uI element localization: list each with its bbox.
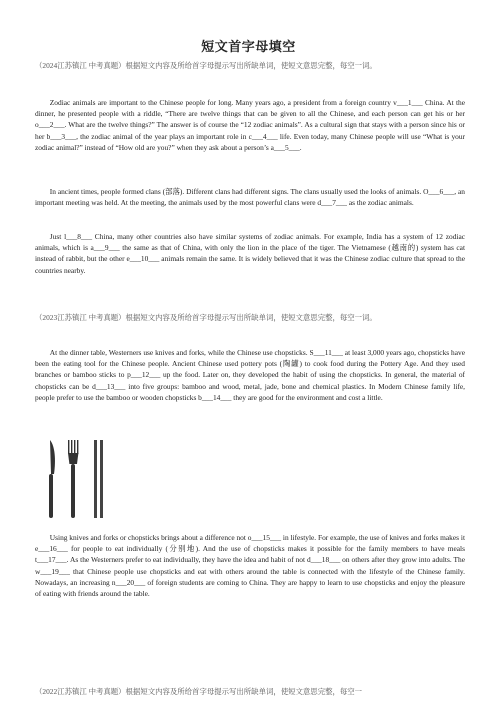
cutlery-illustration	[40, 438, 120, 520]
section2-instruction: （2023江苏镇江 中考真题）根据短文内容及所给首字母提示写出所缺单词，使短文意思完整，每空一词。	[35, 313, 377, 322]
section3-instruction: （2022江苏镇江 中考真题）根据短文内容及所给首字母提示写出所缺单词，使短文意思完整，每空一	[35, 687, 363, 696]
section1-paragraph-2: In ancient times, people formed clans (部落). Different clans had different signs. The clans usually used the looks of animals. O___6___, an important meeting was held. At the meeting, the animals used by the most powerful clans were d___7___ as the zodiac animals.	[35, 187, 465, 208]
section1-paragraph-3: Just l___8___ China, many other countries also have similar systems of zodiac animals. For example, India has a system of 12 zodiac animals, which is a___9___ the same as that of China, with only the lion in the place of the tiger. The Vietnamese (越南的) system has cat instead of rabbit, but the other e___10___ animals remain the same. It is widely believed that it was the Chinese zodiac culture that spread to the countries nearby.	[35, 232, 465, 275]
section1-instruction: （2024江苏镇江 中考真题）根据短文内容及所给首字母提示写出所缺单词，使短文意思完整，每空一词。	[35, 61, 377, 70]
fork-icon	[68, 440, 78, 518]
section1-paragraph-1: Zodiac animals are important to the Chinese people for long. Many years ago, a president from a foreign country v___1___ China. At the dinner, he presented people with a riddle, “There are twelve things that can be given to all the Chinese, and each person can get his or her o___2___. What are the twelve things?” The answer is of course the “12 zodiac animals”. As a cultural sign that stays with a person since his or her b___3___, the zodiac animal of the year plays an important role in c___4___ life. Even today, many Chinese people will use “What is your zodiac animal?” instead of “How old are you?” when they ask about a person’s a___5___.	[35, 98, 465, 152]
knife-icon	[49, 440, 55, 518]
section2-paragraph-2: Using knives and forks or chopsticks brings about a difference not o___15___ in lifestyle. For example, the use of knives and forks makes it e___16___ for people to eat individually (分别地). And the use of chopsticks makes it possible for the family members to have meals t___17___. As the Westerners prefer to eat individually, they have the idea and habit of not d___18___ on others after they grow into adults. The w___19___ that Chinese people use chopsticks and eat with others around the table is connected with the lifestyle of the Chinese family. Nowadays, an increasing n___20___ of foreign students are coming to China. They are happy to learn to use chopsticks and enjoy the pleasure of eating with friends around the table.	[35, 533, 465, 599]
section2-paragraph-1: At the dinner table, Westerners use knives and forks, while the Chinese use chopsticks. S___11___ at least 3,000 years ago, chopsticks have been the eating tool for the Chinese people. Ancient Chinese used pottery pots (陶罐) to cook food during the Pottery Age. And they used branches or bamboo sticks to p___12___ up the food. Later on, they developed the habit of using the chopsticks. In general, the material of chopsticks can be d___13___ into five groups: bamboo and wood, metal, jade, bone and chemical plastics. In Modern Chinese family life, people prefer to use the bamboo or wooden chopsticks b___14___ they are good for the environment and cost a little.	[35, 348, 465, 402]
page-title: 短文首字母填空	[201, 40, 296, 55]
chopsticks-icon	[94, 440, 103, 518]
